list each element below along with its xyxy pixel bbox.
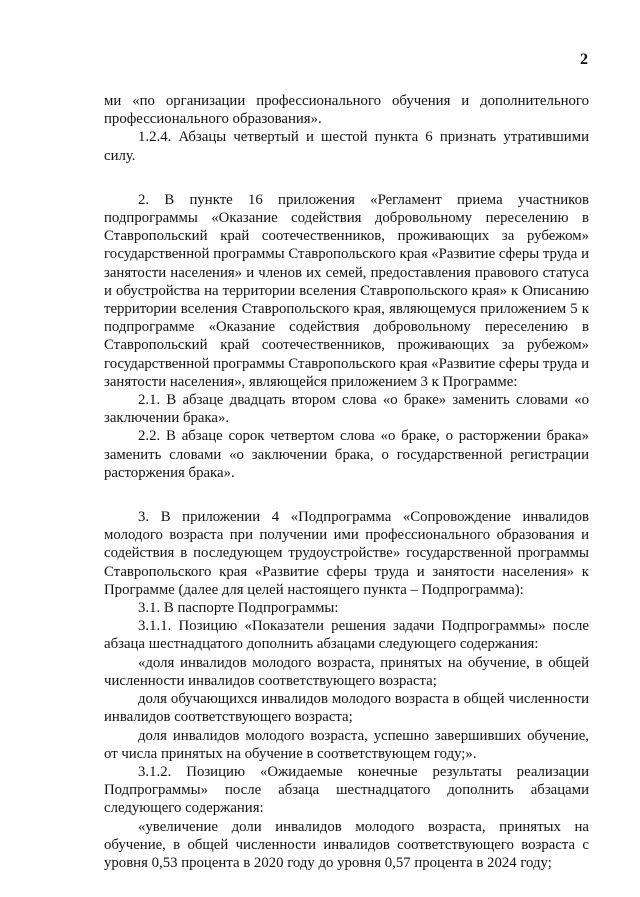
document-body (104, 92, 589, 872)
paragraph-2-2: 2.2. В абзаце сорок четвертом слова «о браке, о расторжении брака» заменить словами «о заключении брака, о государственной регистрации расторжения брака». (104, 428, 589, 481)
paragraph-2: 2. В пункте 16 приложения «Регламент приема участников подпрограммы «Оказание содействия добровольному переселению в Ставропольский край соотечественников, проживающих за рубежом» государственной программы Ставропольского края «Развитие сферы труда и занятости населения» и членов их семей, предоставления правового статуса и обустройства на территории вселения Ставропольского края» к Описанию территории вселения Ставропольского края, являющемуся приложением 5 к подпрограмме «Оказание содействия добровольному переселению в Ставропольский край соотечественников, проживающих за рубежом» государственной программы Ставропольского края «Развитие сферы труда и занятости населения», являющейся приложением 3 к Программе: (104, 191, 589, 390)
quoted-paragraph: доля обучающихся инвалидов молодого возраста в общей численности инвалидов соответствующего возраста; (104, 691, 589, 726)
paragraph-3-1-2: 3.1.2. Позицию «Ожидаемые конечные результаты реализации Подпрограммы» после абзаца шестнадцатого дополнить абзацами следующего содержания: (104, 763, 589, 817)
paragraph-3-1: 3.1. В паспорте Подпрограммы: (138, 600, 339, 617)
quoted-paragraph: доля инвалидов молодого возраста, успешно завершивших обучение, от числа принятых на обучение в соответствующем году;». (104, 727, 589, 762)
paragraph-continuation: ми «по организации профессионального обучения и дополнительного профессионального образования». (104, 93, 589, 128)
paragraph-2-1: 2.1. В абзаце двадцать втором слова «о браке» заменить словами «о заключении брака». (104, 392, 589, 427)
page-number: 2 (580, 51, 588, 68)
paragraph-3: 3. В приложении 4 «Подпрограмма «Сопровождение инвалидов молодого возраста при получении ими профессионального образования и содействия в последующем трудоустройстве» государственной программы Ставропольского края «Развитие сферы труда и занятости населения» к Программе (далее для целей настоящего пункта – Подпрограмма): (104, 509, 589, 598)
paragraph-1-2-4: 1.2.4. Абзацы четвертый и шестой пункта 6 признать утратившими силу. (104, 129, 589, 164)
quoted-paragraph: «доля инвалидов молодого возраста, принятых на обучение, в общей численности инвалидов соответствующего возраста; (104, 654, 589, 689)
quoted-paragraph: «увеличение доли инвалидов молодого возраста, принятых на обучение, в общей численности инвалидов соответствующего возраста с уровня 0,53 процента в 2020 году до уровня 0,57 процента в 2024 году; (104, 818, 589, 871)
paragraph-3-1-1: 3.1.1. Позицию «Показатели решения задачи Подпрограммы» после абзаца шестнадцатого дополнить абзацами следующего содержания: (104, 618, 589, 653)
